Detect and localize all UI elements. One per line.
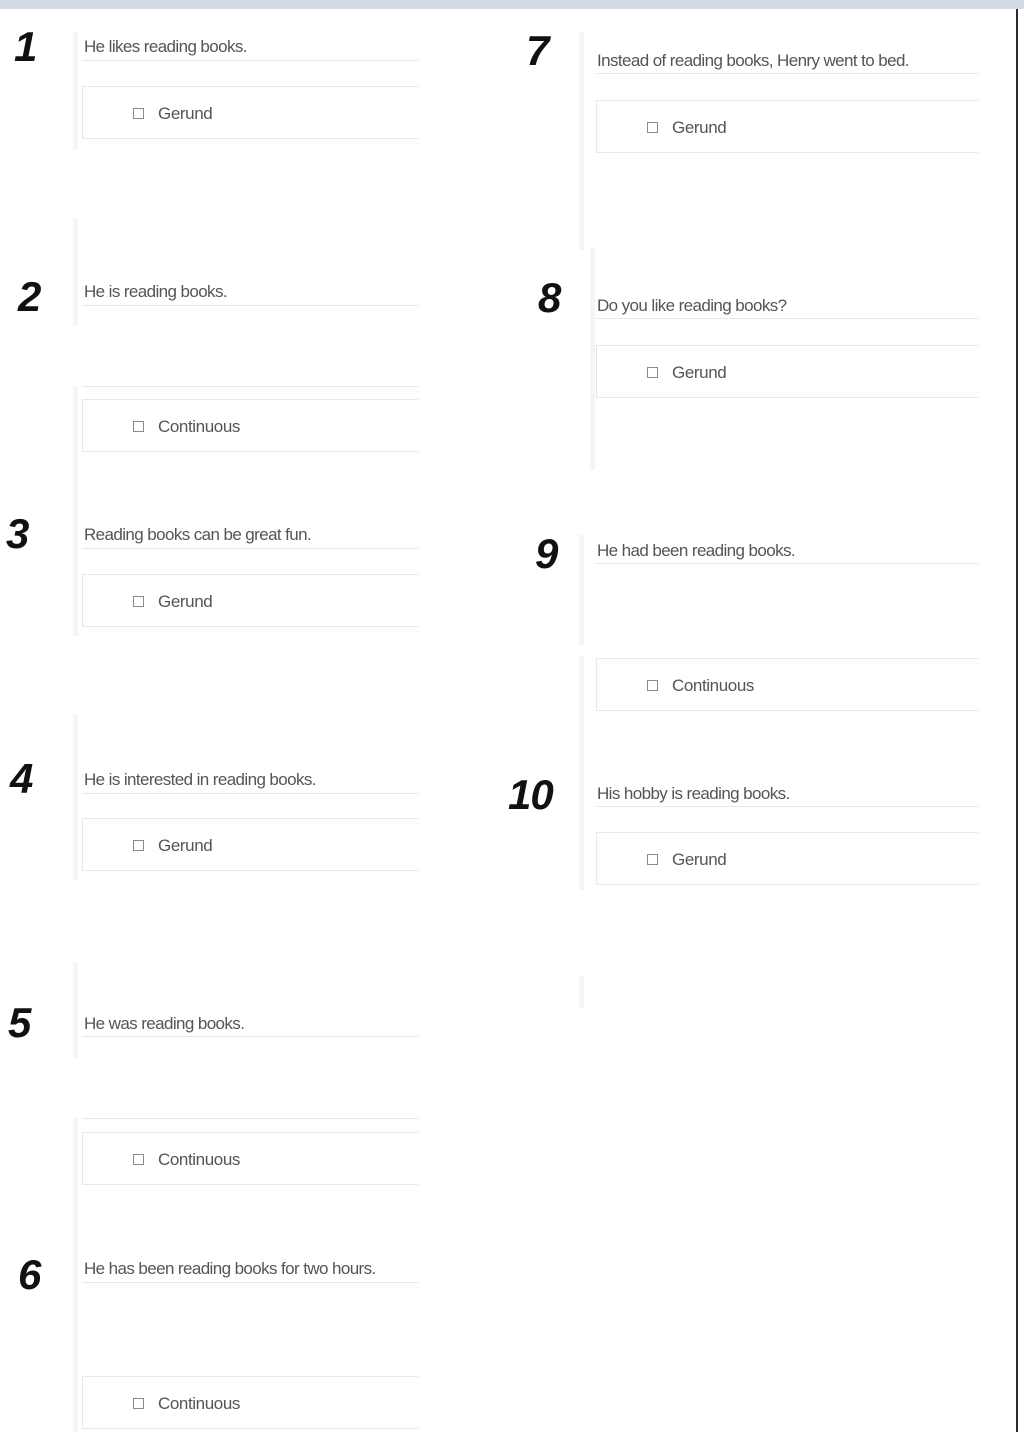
column-marker	[579, 656, 584, 890]
column-marker	[73, 218, 78, 326]
answer-option[interactable]	[82, 818, 418, 871]
answer-line	[82, 1282, 418, 1283]
answer-label: Continuous	[158, 1394, 241, 1413]
answer-option[interactable]	[82, 86, 418, 139]
answer-line	[82, 793, 418, 794]
answer-option[interactable]	[596, 100, 978, 153]
answer-option[interactable]	[596, 832, 978, 885]
question-number: 3	[6, 510, 29, 557]
question-number: 9	[535, 530, 558, 577]
answer-label: Gerund	[158, 104, 213, 123]
question-number: 4	[10, 755, 33, 802]
answer-label: Gerund	[158, 592, 213, 611]
column-marker	[73, 386, 78, 636]
question-number: 2	[18, 273, 41, 320]
question-sentence: Do you like reading books?	[597, 296, 787, 315]
answer-label: Continuous	[158, 417, 241, 436]
column-marker	[73, 714, 78, 880]
answer-label: Gerund	[672, 118, 727, 137]
answer-option[interactable]	[596, 345, 978, 398]
checkbox[interactable]	[647, 122, 658, 133]
question-sentence: He is reading books.	[84, 282, 227, 301]
checkbox[interactable]	[133, 108, 144, 119]
question-sentence: He likes reading books.	[84, 37, 247, 56]
column-marker	[590, 248, 595, 470]
question-number: 6	[18, 1251, 41, 1298]
question-sentence: He was reading books.	[84, 1014, 245, 1033]
checkbox[interactable]	[133, 421, 144, 432]
question-sentence: He is interested in reading books.	[84, 770, 316, 789]
answer-label: Continuous	[158, 1150, 241, 1169]
question-number: 10	[508, 771, 553, 818]
column-marker	[73, 1118, 78, 1432]
question-sentence: Reading books can be great fun.	[84, 525, 312, 544]
question-sentence: Instead of reading books, Henry went to bed.	[597, 51, 909, 70]
answer-line	[82, 60, 418, 61]
answer-option[interactable]	[596, 658, 978, 711]
question-sentence: He has been reading books for two hours.	[84, 1259, 376, 1278]
checkbox[interactable]	[133, 1154, 144, 1165]
column-marker	[579, 976, 584, 1008]
question-number: 7	[526, 27, 549, 74]
answer-option[interactable]	[82, 399, 418, 452]
answer-line	[82, 1036, 418, 1037]
answer-line	[596, 318, 978, 319]
answer-option[interactable]	[82, 574, 418, 627]
answer-label: Gerund	[672, 363, 727, 382]
answer-label: Gerund	[158, 836, 213, 855]
answer-line	[82, 305, 418, 306]
question-number: 1	[14, 23, 37, 70]
checkbox[interactable]	[133, 840, 144, 851]
answer-option[interactable]	[82, 1132, 418, 1185]
answer-label: Gerund	[672, 850, 727, 869]
checkbox[interactable]	[647, 367, 658, 378]
column-marker	[73, 962, 78, 1058]
checkbox[interactable]	[647, 854, 658, 865]
answer-line	[596, 563, 978, 564]
checkbox[interactable]	[133, 596, 144, 607]
right-border	[1016, 9, 1018, 1432]
answer-line	[82, 1118, 418, 1119]
question-number: 8	[538, 274, 561, 321]
answer-line	[82, 548, 418, 549]
answer-line	[596, 73, 978, 74]
answer-line	[596, 806, 978, 807]
answer-line	[82, 386, 418, 387]
checkbox[interactable]	[133, 1398, 144, 1409]
column-marker	[579, 535, 584, 645]
checkbox[interactable]	[647, 680, 658, 691]
question-sentence: His hobby is reading books.	[597, 784, 790, 803]
column-marker	[579, 32, 584, 250]
top-bar	[0, 0, 1024, 9]
answer-label: Continuous	[672, 676, 755, 695]
column-marker	[73, 32, 78, 150]
question-sentence: He had been reading books.	[597, 541, 796, 560]
question-number: 5	[8, 999, 31, 1046]
answer-option[interactable]	[82, 1376, 418, 1429]
